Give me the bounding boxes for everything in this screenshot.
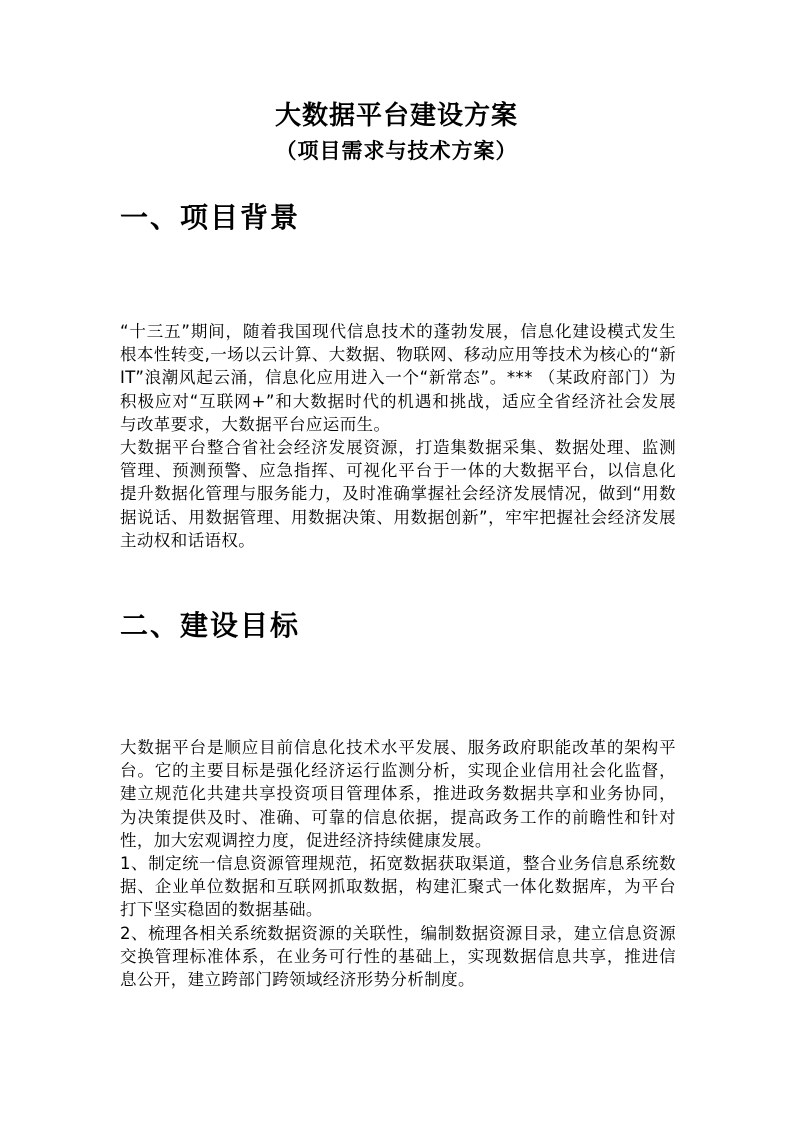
document-subtitle: （项目需求与技术方案） <box>275 139 518 163</box>
section-body-goals <box>120 736 676 991</box>
section-body-background <box>120 320 676 552</box>
paragraph-goals-item-1: 1、制定统一信息资源管理规范，拓宽数据获取渠道，整合业务信息系统数据、企业单位数据和互联网抓取数据，构建汇聚式一体化数据库，为平台打下坚实稳固的数据基础。 <box>120 854 676 920</box>
paragraph-background-2: 大数据平台整合省社会经济发展资源，打造集数据采集、数据处理、监测管理、预测预警、应急指挥、可视化平台于一体的大数据平台，以信息化提升数据化管理与服务能力，及时准确掌握社会经济发展情况，做到“用数据说话、用数据管理、用数据决策、用数据创新”，牢牢把握社会经济发展主动权和话语权。 <box>120 438 676 550</box>
paragraph-goals-item-2: 2、梳理各相关系统数据资源的关联性，编制数据资源目录，建立信息资源交换管理标准体系，在业务可行性的基础上，实现数据信息共享，推进信息公开，建立跨部门跨领域经济形势分析制度。 <box>120 923 676 990</box>
section-heading-background: 一、项目背景 <box>120 201 301 234</box>
paragraph-goals-intro: 大数据平台是顺应目前信息化技术水平发展、服务政府职能改革的架构平台。它的主要目标是强化经济运行监测分析，实现企业信用社会化监督，建立规范化共建共享投资项目管理体系，推进政务数据共享和业务协同，为决策提供及时、准确、可靠的信息依据，提高政务工作的前瞻性和针对性，加大宏观调控力度，促进经济持续健康发展。 <box>120 738 676 850</box>
paragraph-background-1: “十三五”期间，随着我国现代信息技术的蓬勃发展，信息化建设模式发生根本性转变,一场以云计算、大数据、物联网、移动应用等技术为核心的“新 IT”浪潮风起云涌，信息化应用进入一个“新常态”。*** （某政府部门）为积极应对“互联网+”和大数据时代的机遇和挑战，适应全省经济社会发展与改革要求，大数据平台应运而生。 <box>120 322 676 434</box>
document-title: 大数据平台建设方案 <box>274 101 518 131</box>
section-heading-goals: 二、建设目标 <box>120 609 301 642</box>
